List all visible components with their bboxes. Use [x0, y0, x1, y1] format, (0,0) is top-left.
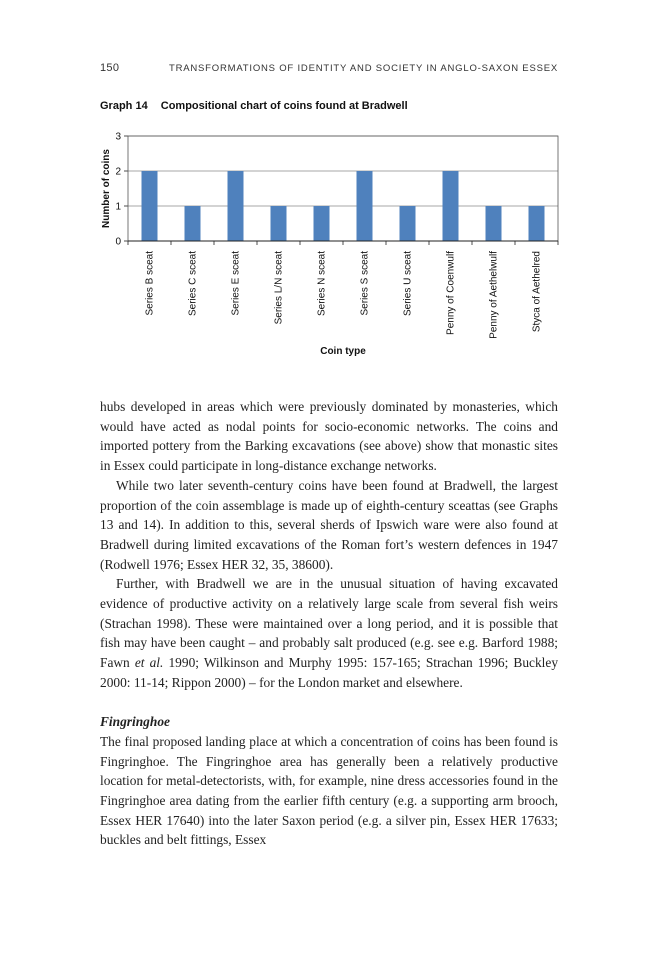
- x-tick-label: Penny of Aethelwulf: [488, 251, 500, 339]
- body-text: [100, 397, 558, 850]
- paragraph: While two later seventh-century coins have been found at Bradwell, the largest proportion of the coin assemblage is made up of eighth-century sceattas (see Graphs 13 and 14). In addition to this, several sherds of Ipswich ware were also found at Bradwell during limited excavations of the Roman fort’s western defences in 1947 (Rodwell 1976; Essex HER 32, 35, 38600).: [100, 477, 558, 572]
- x-tick-label: Series E sceat: [230, 251, 242, 316]
- page-number: 150: [100, 62, 120, 74]
- paragraph: hubs developed in areas which were previously dominated by monasteries, which would have acted as nodal points for socio-economic networks. The coins and imported pottery from the Barking excavations (see above) show that monastic sites in Essex could participate in long-distance exchange networks.: [100, 399, 558, 474]
- paragraph: The final proposed landing place at which a concentration of coins has been found is Fingringhoe. The Fingringhoe area has generally been a relatively productive location for metal-detectorists, with, for example, nine dress accessories found in the Fingringhoe area dating from the earlier fifth century (e.g. a supporting arm brooch, Essex HER 17640) into the later Saxon period (e.g. a silver pin, Essex HER 17633; buckles and belt fittings, Essex: [100, 733, 558, 848]
- x-tick-label: Penny of Coenwulf: [445, 251, 457, 335]
- figure-caption-text: Compositional chart of coins found at Bradwell: [160, 100, 408, 112]
- paragraph: [100, 574, 558, 692]
- bar-chart: [96, 124, 566, 364]
- bar: [185, 206, 201, 241]
- x-tick-label: Series B sceat: [144, 251, 156, 316]
- bar: [357, 171, 373, 241]
- y-tick-label: 0: [115, 236, 121, 248]
- x-tick-label: Series S sceat: [359, 251, 371, 316]
- x-tick-label: Series C sceat: [187, 251, 199, 317]
- x-tick-label: Series N sceat: [316, 251, 328, 317]
- running-title: TRANSFORMATIONS OF IDENTITY AND SOCIETY IN ANGLO-SAXON ESSEX: [168, 63, 558, 74]
- bar: [486, 206, 502, 241]
- x-axis-label: Coin type: [320, 346, 366, 357]
- x-tick-label: Styca of Aethelred: [531, 251, 543, 333]
- running-header: [100, 62, 558, 78]
- bar: [314, 206, 330, 241]
- y-tick-label: 3: [115, 131, 121, 143]
- y-tick-label: 1: [115, 201, 121, 213]
- paragraph-text: Further, with Bradwell we are in the unusual situation of having excavated evidence of productive activity on a relatively large scale from several fish weirs (Strachan 1998). These were maintained over a long period, and it is possible that fish may have been caught – and probably salt produced (e.g. see e.g. Barford 1988; Fawn: [100, 576, 558, 671]
- figure-caption: [100, 100, 408, 112]
- bar: [271, 206, 287, 241]
- y-tick-label: 2: [115, 166, 121, 178]
- bar: [529, 206, 545, 241]
- bar: [400, 206, 416, 241]
- paragraph-text: 1990; Wilkinson and Murphy 1995: 157-165; Strachan 1996; Buckley 2000: 11-14; Rippon 2000) – for the London market and elsewhere.: [100, 655, 559, 690]
- bar: [142, 171, 158, 241]
- x-tick-label: Series U sceat: [402, 251, 414, 317]
- y-axis-label: Number of coins: [101, 149, 112, 228]
- section-heading: Fingringhoe: [100, 714, 170, 730]
- figure-label: Graph 14: [100, 100, 148, 112]
- x-tick-label: Series L/N sceat: [273, 251, 285, 325]
- citation-italic: et al.: [134, 655, 164, 671]
- bar: [443, 171, 459, 241]
- bar: [228, 171, 244, 241]
